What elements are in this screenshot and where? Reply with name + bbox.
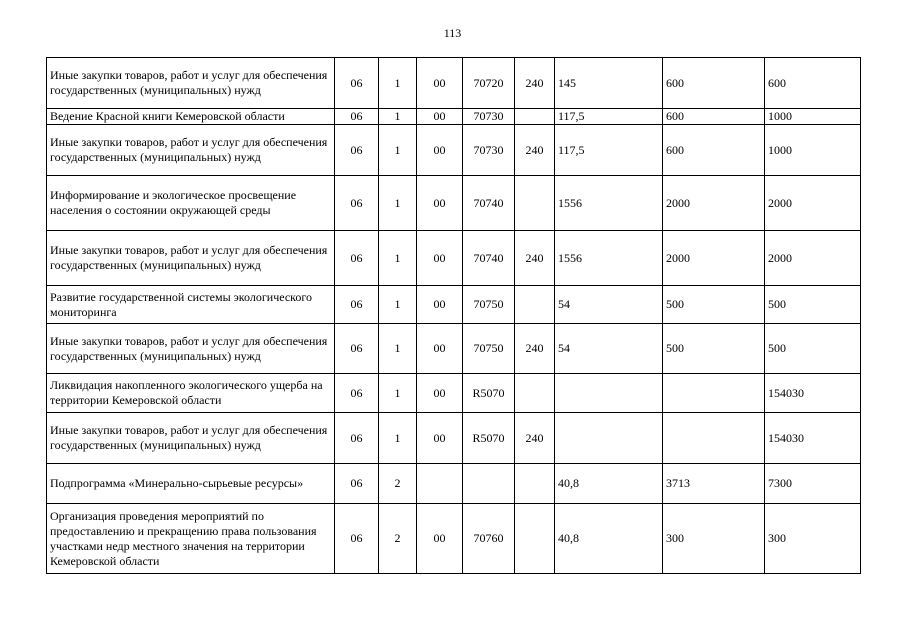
table-row [47, 125, 861, 176]
program-code [417, 464, 463, 504]
row-name: Иные закупки товаров, работ и услуг для обеспечения государственных (муниципальных) нужд [47, 324, 335, 374]
table-row [47, 413, 861, 464]
amount-year-2: 2000 [663, 176, 765, 231]
section-code: 06 [335, 324, 379, 374]
expense-type-code: 240 [515, 125, 555, 176]
section-code: 06 [335, 374, 379, 413]
amount-year-2: 500 [663, 324, 765, 374]
table-row [47, 286, 861, 324]
amount-year-2: 300 [663, 504, 765, 574]
amount-year-1: 145 [555, 58, 663, 109]
expense-code: 70740 [463, 231, 515, 286]
expense-code [463, 464, 515, 504]
table-row [47, 176, 861, 231]
amount-year-1: 117,5 [555, 109, 663, 125]
subsection-code: 2 [379, 504, 417, 574]
expense-type-code [515, 504, 555, 574]
expense-type-code [515, 464, 555, 504]
section-code: 06 [335, 464, 379, 504]
row-name: Иные закупки товаров, работ и услуг для обеспечения государственных (муниципальных) нужд [47, 413, 335, 464]
amount-year-3: 1000 [765, 125, 861, 176]
expense-code: 70760 [463, 504, 515, 574]
amount-year-1: 1556 [555, 176, 663, 231]
amount-year-3: 500 [765, 286, 861, 324]
expense-type-code [515, 374, 555, 413]
expense-code: 70730 [463, 125, 515, 176]
program-code: 00 [417, 109, 463, 125]
section-code: 06 [335, 286, 379, 324]
amount-year-3: 154030 [765, 374, 861, 413]
section-code: 06 [335, 176, 379, 231]
expense-code: 70740 [463, 176, 515, 231]
table-row [47, 504, 861, 574]
subsection-code: 1 [379, 324, 417, 374]
program-code: 00 [417, 231, 463, 286]
subsection-code: 1 [379, 413, 417, 464]
amount-year-1: 40,8 [555, 504, 663, 574]
amount-year-2: 600 [663, 109, 765, 125]
amount-year-1 [555, 413, 663, 464]
amount-year-1 [555, 374, 663, 413]
amount-year-3: 1000 [765, 109, 861, 125]
expense-code: 70720 [463, 58, 515, 109]
table-row [47, 109, 861, 125]
row-name: Информирование и экологическое просвещение населения о состоянии окружающей среды [47, 176, 335, 231]
amount-year-1: 117,5 [555, 125, 663, 176]
amount-year-2: 3713 [663, 464, 765, 504]
amount-year-1: 54 [555, 324, 663, 374]
expense-type-code [515, 286, 555, 324]
expense-type-code: 240 [515, 324, 555, 374]
expense-code: 70750 [463, 286, 515, 324]
subsection-code: 1 [379, 231, 417, 286]
row-name: Ведение Красной книги Кемеровской области [47, 109, 335, 125]
amount-year-2: 2000 [663, 231, 765, 286]
section-code: 06 [335, 231, 379, 286]
row-name: Иные закупки товаров, работ и услуг для обеспечения государственных (муниципальных) нужд [47, 58, 335, 109]
subsection-code: 1 [379, 286, 417, 324]
section-code: 06 [335, 413, 379, 464]
expense-type-code: 240 [515, 231, 555, 286]
amount-year-3: 500 [765, 324, 861, 374]
expense-code: R5070 [463, 413, 515, 464]
section-code: 06 [335, 58, 379, 109]
subsection-code: 1 [379, 176, 417, 231]
row-name: Иные закупки товаров, работ и услуг для обеспечения государственных (муниципальных) нужд [47, 231, 335, 286]
amount-year-3: 600 [765, 58, 861, 109]
row-name: Ликвидация накопленного экологического ущерба на территории Кемеровской области [47, 374, 335, 413]
row-name: Подпрограмма «Минерально-сырьевые ресурсы» [47, 464, 335, 504]
table-row [47, 374, 861, 413]
program-code: 00 [417, 58, 463, 109]
program-code: 00 [417, 125, 463, 176]
row-name: Развитие государственной системы экологического мониторинга [47, 286, 335, 324]
amount-year-2 [663, 374, 765, 413]
program-code: 00 [417, 504, 463, 574]
amount-year-1: 54 [555, 286, 663, 324]
amount-year-3: 2000 [765, 231, 861, 286]
subsection-code: 1 [379, 58, 417, 109]
page-number: 113 [443, 26, 462, 40]
section-code: 06 [335, 109, 379, 125]
table-row [47, 324, 861, 374]
section-code: 06 [335, 504, 379, 574]
subsection-code: 1 [379, 374, 417, 413]
program-code: 00 [417, 374, 463, 413]
subsection-code: 2 [379, 464, 417, 504]
row-name: Организация проведения мероприятий по предоставлению и прекращению права пользования участками недр местного значения на территории Кемеровской области [47, 504, 335, 574]
subsection-code: 1 [379, 125, 417, 176]
amount-year-2: 500 [663, 286, 765, 324]
budget-table [46, 57, 861, 574]
section-code: 06 [335, 125, 379, 176]
row-name: Иные закупки товаров, работ и услуг для обеспечения государственных (муниципальных) нужд [47, 125, 335, 176]
program-code: 00 [417, 176, 463, 231]
amount-year-1: 40,8 [555, 464, 663, 504]
program-code: 00 [417, 324, 463, 374]
table-row [47, 231, 861, 286]
amount-year-3: 300 [765, 504, 861, 574]
expense-type-code: 240 [515, 58, 555, 109]
subsection-code: 1 [379, 109, 417, 125]
amount-year-3: 154030 [765, 413, 861, 464]
amount-year-2 [663, 413, 765, 464]
table-row [47, 58, 861, 109]
expense-type-code [515, 176, 555, 231]
expense-code: 70750 [463, 324, 515, 374]
amount-year-2: 600 [663, 125, 765, 176]
amount-year-3: 2000 [765, 176, 861, 231]
program-code: 00 [417, 286, 463, 324]
expense-type-code [515, 109, 555, 125]
amount-year-3: 7300 [765, 464, 861, 504]
expense-type-code: 240 [515, 413, 555, 464]
program-code: 00 [417, 413, 463, 464]
expense-code: 70730 [463, 109, 515, 125]
expense-code: R5070 [463, 374, 515, 413]
amount-year-2: 600 [663, 58, 765, 109]
amount-year-1: 1556 [555, 231, 663, 286]
table-row [47, 464, 861, 504]
